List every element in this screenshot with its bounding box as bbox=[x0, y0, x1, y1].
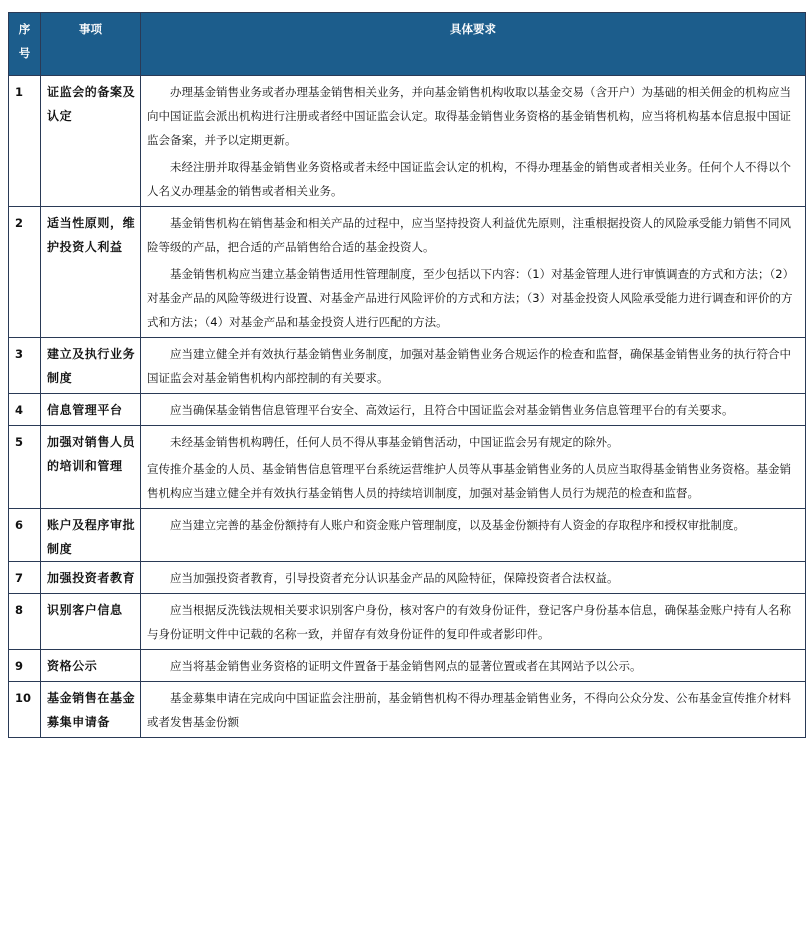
row-item: 信息管理平台 bbox=[41, 394, 141, 426]
row-requirements bbox=[141, 394, 806, 426]
table-row bbox=[9, 562, 806, 594]
table-row bbox=[9, 682, 806, 738]
requirement-paragraph: 基金销售机构应当建立基金销售适用性管理制度，至少包括以下内容：（1）对基金管理人进行审慎调查的方式和方法；（2）对基金产品的风险等级进行设置、对基金产品进行风险评价的方式和方法；（3）对基金投资人风险承受能力进行调查和评价的方式和方法；（4）对基金产品和基金投资人进行匹配的方法。 bbox=[147, 267, 795, 329]
row-number: 7 bbox=[9, 562, 41, 594]
row-item: 识别客户信息 bbox=[41, 594, 141, 650]
row-number: 5 bbox=[9, 426, 41, 509]
header-no: 序 号 bbox=[9, 13, 41, 76]
row-item: 基金销售在基金募集申请备 bbox=[41, 682, 141, 738]
table-row bbox=[9, 509, 806, 562]
table-row bbox=[9, 207, 806, 338]
row-item: 适当性原则，维护投资人利益 bbox=[41, 207, 141, 338]
row-item: 加强对销售人员的培训和管理 bbox=[41, 426, 141, 509]
table-row bbox=[9, 650, 806, 682]
row-number: 4 bbox=[9, 394, 41, 426]
requirement-paragraph: 应当建立健全并有效执行基金销售业务制度，加强对基金销售业务合规运作的检查和监督，确保基金销售业务的执行符合中国证监会对基金销售机构内部控制的有关要求。 bbox=[147, 347, 791, 385]
row-number: 2 bbox=[9, 207, 41, 338]
row-number: 8 bbox=[9, 594, 41, 650]
requirement-paragraph: 未经基金销售机构聘任，任何人员不得从事基金销售活动，中国证监会另有规定的除外。 bbox=[170, 435, 619, 449]
row-requirements bbox=[141, 594, 806, 650]
table-row bbox=[9, 394, 806, 426]
table-row bbox=[9, 594, 806, 650]
table-body bbox=[9, 76, 806, 738]
row-item: 加强投资者教育 bbox=[41, 562, 141, 594]
table-row bbox=[9, 338, 806, 394]
requirement-paragraph: 应当根据反洗钱法规相关要求识别客户身份，核对客户的有效身份证件，登记客户身份基本信息，确保基金账户持有人名称与身份证明文件中记载的名称一致，并留存有效身份证件的复印件或者影印件。 bbox=[147, 603, 791, 641]
row-item: 建立及执行业务制度 bbox=[41, 338, 141, 394]
row-requirements bbox=[141, 76, 806, 207]
row-number: 10 bbox=[9, 682, 41, 738]
requirement-paragraph: 基金募集申请在完成向中国证监会注册前，基金销售机构不得办理基金销售业务，不得向公众分发、公布基金宣传推介材料或者发售基金份额 bbox=[147, 691, 791, 729]
row-requirements bbox=[141, 509, 806, 562]
row-item: 证监会的备案及认定 bbox=[41, 76, 141, 207]
row-item: 资格公示 bbox=[41, 650, 141, 682]
requirement-paragraph: 应当将基金销售业务资格的证明文件置备于基金销售网点的显著位置或者在其网站予以公示。 bbox=[170, 659, 642, 673]
requirement-paragraph: 基金销售机构在销售基金和相关产品的过程中，应当坚持投资人利益优先原则，注重根据投资人的风险承受能力销售不同风险等级的产品，把合适的产品销售给合适的基金投资人。 bbox=[147, 216, 791, 254]
requirements-table bbox=[8, 12, 806, 738]
requirement-paragraph: 宣传推介基金的人员、基金销售信息管理平台系统运营维护人员等从事基金销售业务的人员应当取得基金销售业务资格。基金销售机构应当建立健全并有效执行基金销售人员的持续培训制度，加强对基金销售人员行为规范的检查和监督。 bbox=[147, 462, 791, 500]
row-number: 9 bbox=[9, 650, 41, 682]
row-requirements bbox=[141, 562, 806, 594]
row-requirements bbox=[141, 338, 806, 394]
requirement-paragraph: 应当建立完善的基金份额持有人账户和资金账户管理制度，以及基金份额持有人资金的存取程序和授权审批制度。 bbox=[170, 518, 745, 532]
row-requirements bbox=[141, 426, 806, 509]
table-row bbox=[9, 76, 806, 207]
requirement-paragraph: 应当加强投资者教育，引导投资者充分认识基金产品的风险特征，保障投资者合法权益。 bbox=[170, 571, 619, 585]
row-requirements bbox=[141, 650, 806, 682]
requirement-paragraph: 办理基金销售业务或者办理基金销售相关业务，并向基金销售机构收取以基金交易（含开户）为基础的相关佣金的机构应当向中国证监会派出机构进行注册或者经中国证监会认定。取得基金销售业务资格的基金销售机构，应当将机构基本信息报中国证监会备案，并予以定期更新。 bbox=[147, 85, 791, 147]
row-requirements bbox=[141, 207, 806, 338]
header-requirements: 具体要求 bbox=[141, 13, 806, 76]
row-number: 1 bbox=[9, 76, 41, 207]
row-number: 3 bbox=[9, 338, 41, 394]
requirement-paragraph: 未经注册并取得基金销售业务资格或者未经中国证监会认定的机构，不得办理基金的销售或者相关业务。任何个人不得以个人名义办理基金的销售或者相关业务。 bbox=[147, 160, 791, 198]
table-row bbox=[9, 426, 806, 509]
header-item: 事项 bbox=[41, 13, 141, 76]
requirement-paragraph: 应当确保基金销售信息管理平台安全、高效运行，且符合中国证监会对基金销售业务信息管理平台的有关要求。 bbox=[170, 403, 734, 417]
row-requirements bbox=[141, 682, 806, 738]
table-header-row bbox=[9, 13, 806, 76]
row-item: 账户及程序审批制度 bbox=[41, 509, 141, 562]
row-number: 6 bbox=[9, 509, 41, 562]
